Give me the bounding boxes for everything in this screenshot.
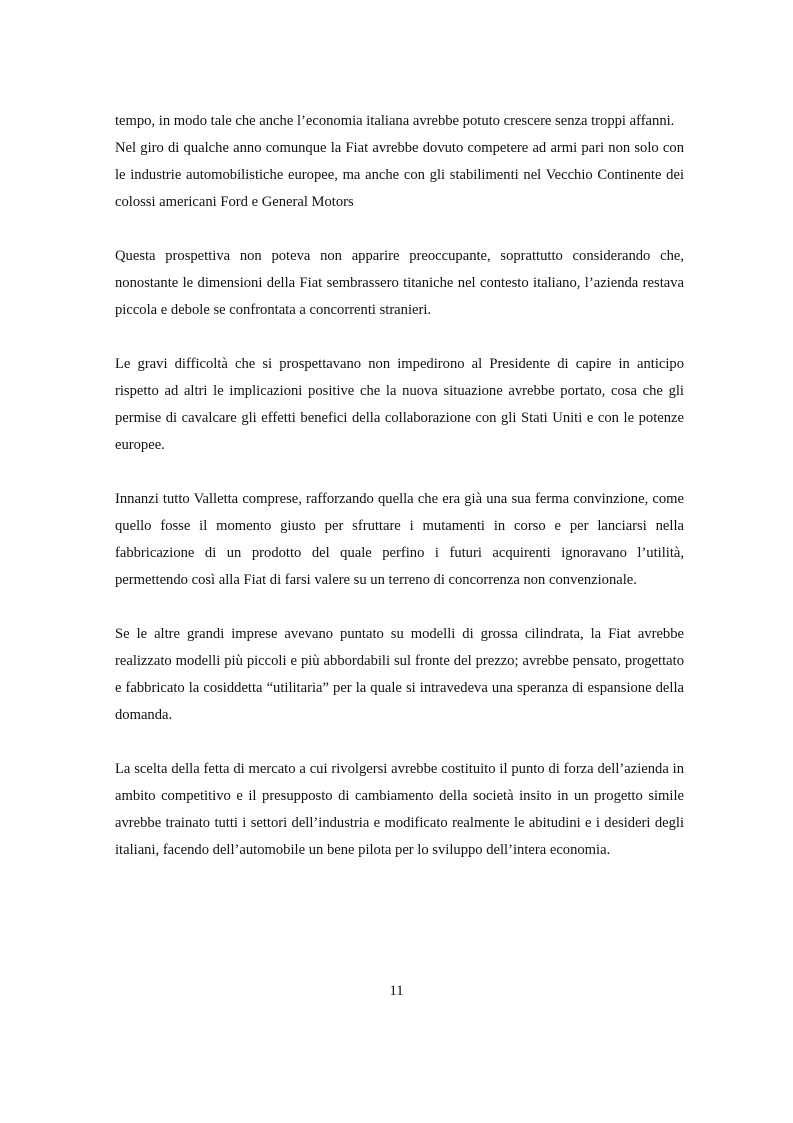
paragraph-spacer	[115, 729, 684, 756]
paragraph-spacer	[115, 216, 684, 243]
paragraph-7: La scelta della fetta di mercato a cui rivolgersi avrebbe costituito il punto di forza dell’azienda in ambito competitivo e il presupposto di cambiamento della società insito in un progetto simile avrebbe trainato tutti i settori dell’industria e modificato realmente le abitudini e i desideri degli italiani, facendo dell’automobile un bene pilota per lo sviluppo dell’intera economia.	[115, 761, 684, 858]
document-body	[115, 108, 684, 864]
paragraph-5: Innanzi tutto Valletta comprese, rafforzando quella che era già una sua ferma convinzione, come quello fosse il momento giusto per sfruttare i mutamenti in corso e per lanciarsi nella fabbricazione di un prodotto del quale perfino i futuri acquirenti ignoravano l’utilità, permettendo così alla Fiat di farsi valere su un terreno di concorrenza non convenzionale.	[115, 491, 684, 588]
paragraph-spacer	[115, 459, 684, 486]
paragraph-2: Nel giro di qualche anno comunque la Fiat avrebbe dovuto competere ad armi pari non solo con le industrie automobilistiche europee, ma anche con gli stabilimenti nel Vecchio Continente dei colossi americani Ford e General Motors	[115, 140, 684, 210]
paragraph-6: Se le altre grandi imprese avevano puntato su modelli di grossa cilindrata, la Fiat avrebbe realizzato modelli più piccoli e più abbordabili sul fronte del prezzo; avrebbe pensato, progettato e fabbricato la cosiddetta “utilitaria” per la quale si intravedeva una speranza di espansione della domanda.	[115, 626, 684, 723]
paragraph-3: Questa prospettiva non poteva non apparire preoccupante, soprattutto considerando che, nonostante le dimensioni della Fiat sembrassero titaniche nel contesto italiano, l’azienda restava piccola e debole se confrontata a concorrenti stranieri.	[115, 248, 684, 318]
paragraph-1: tempo, in modo tale che anche l’economia italiana avrebbe potuto crescere senza troppi affanni.	[115, 113, 675, 129]
paragraph-spacer	[115, 594, 684, 621]
paragraph-spacer	[115, 324, 684, 351]
page-number: 11	[389, 983, 404, 999]
paragraph-4: Le gravi difficoltà che si prospettavano non impedirono al Presidente di capire in anticipo rispetto ad altri le implicazioni positive che la nuova situazione avrebbe portato, cosa che gli permise di cavalcare gli effetti benefici della collaborazione con gli Stati Uniti e con le potenze europee.	[115, 356, 684, 453]
